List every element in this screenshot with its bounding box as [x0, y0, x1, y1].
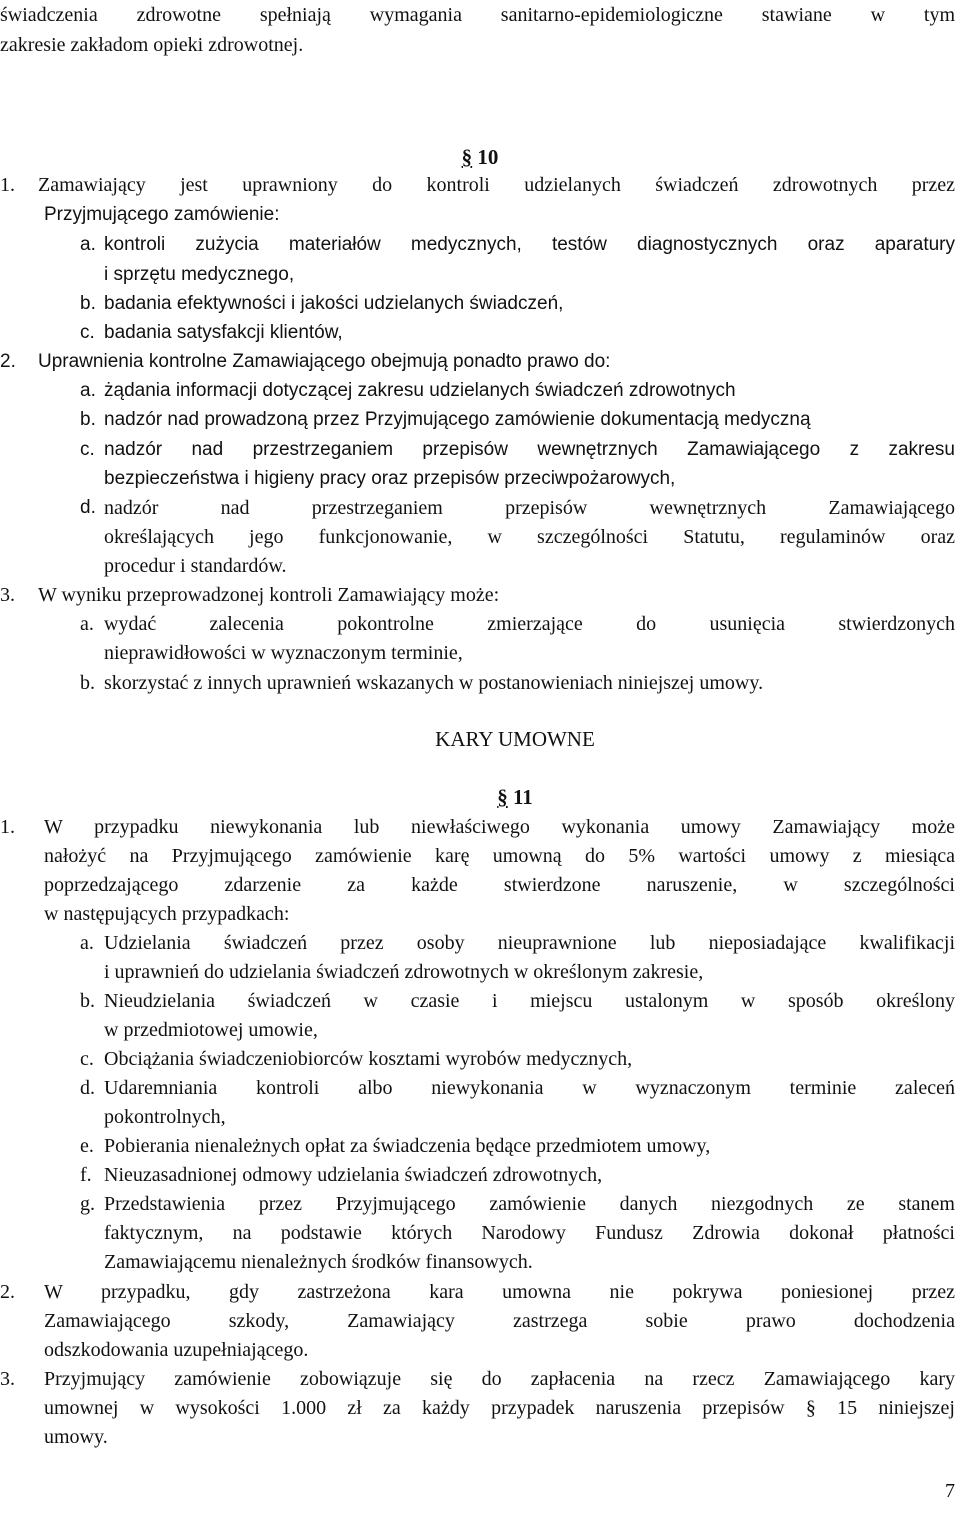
text-line: Uprawnienia kontrolne Zamawiającego obejmują ponadto prawo do: [38, 351, 611, 372]
list-number: 3. [0, 584, 15, 606]
list-letter: a. [80, 380, 96, 401]
list-letter: b. [80, 409, 96, 430]
list-letter: c. [80, 322, 95, 343]
section-number: § 11 [497, 785, 533, 809]
list-letter: c. [80, 439, 95, 460]
text-line: poprzedzającego zdarzenie za każde stwierdzone naruszenie, w szczególności [44, 874, 955, 896]
text-line: W przypadku, gdy zastrzeżona kara umowna nie pokrywa poniesionej przez [44, 1281, 955, 1303]
text-line: i uprawnień do udzielania świadczeń zdrowotnych w określonym zakresie, [104, 961, 704, 983]
text-line: W przypadku niewykonania lub niewłaściwego wykonania umowy Zamawiający może [44, 816, 955, 838]
list-letter: a. [80, 234, 96, 255]
list-letter: g. [80, 1193, 95, 1215]
section-number: § 10 [461, 145, 499, 169]
text-line: Zamawiającego szkody, Zamawiający zastrzega sobie prawo dochodzenia [44, 1310, 955, 1332]
list-letter: b. [80, 990, 95, 1012]
text-line: nadzór nad prowadzoną przez Przyjmującego zamówienie dokumentacją medyczną [104, 409, 811, 430]
text-line: świadczenia zdrowotne spełniają wymagania sanitarno-epidemiologiczne stawiane w tym [0, 4, 955, 26]
text-line: pokontrolnych, [104, 1106, 226, 1128]
page-number: 7 [945, 1480, 955, 1502]
list-letter: a. [80, 932, 94, 954]
text-line: Przyjmującego zamówienie: [44, 204, 280, 225]
text-line: Przyjmujący zamówienie zobowiązuje się do zapłacenia na rzecz Zamawiającego kary [44, 1368, 955, 1390]
text-line: Zamawiający jest uprawniony do kontroli udzielanych świadczeń zdrowotnych przez [38, 174, 955, 196]
list-number: 3. [0, 1368, 15, 1390]
list-number: 2. [0, 351, 16, 372]
text-line: faktycznym, na podstawie których Narodowy Fundusz Zdrowia dokonał płatności [104, 1222, 955, 1244]
list-number: 1. [0, 174, 15, 196]
text-line: badania efektywności i jakości udzielanych świadczeń, [104, 293, 564, 314]
text-line: umownej w wysokości 1.000 zł za każdy przypadek naruszenia przepisów § 15 niniejszej [44, 1397, 955, 1419]
text-line: skorzystać z innych uprawnień wskazanych w postanowieniach niniejszej umowy. [104, 672, 764, 694]
section-heading: KARY UMOWNE [435, 727, 595, 751]
text-line: Udzielania świadczeń przez osoby nieuprawnione lub nieposiadające kwalifikacji [104, 932, 955, 954]
text-line: zakresie zakładom opieki zdrowotnej. [0, 34, 304, 56]
list-letter: b. [80, 672, 95, 694]
text-line: Udaremniania kontroli albo niewykonania w wyznaczonym terminie zaleceń [104, 1077, 955, 1099]
text-line: Pobierania nienależnych opłat za świadczenia będące przedmiotem umowy, [104, 1135, 711, 1157]
text-line: Zamawiającemu nienależnych środków finansowych. [104, 1251, 533, 1273]
list-letter: e. [80, 1135, 94, 1157]
list-letter: d. [80, 1077, 95, 1099]
list-letter: f. [80, 1164, 92, 1186]
list-letter: a. [80, 613, 94, 635]
text-line: nałożyć na Przyjmującego zamówienie karę umowną do 5% wartości umowy z miesiąca [44, 845, 955, 867]
text-line: Nieudzielania świadczeń w czasie i miejscu ustalonym w sposób określony [104, 990, 955, 1012]
list-letter: b. [80, 293, 96, 314]
text-line: umowy. [44, 1426, 108, 1448]
text-line: w następujących przypadkach: [44, 903, 290, 925]
text-line: bezpieczeństwa i higieny pracy oraz przepisów przeciwpożarowych, [104, 468, 676, 489]
text-line: nadzór nad przestrzeganiem przepisów wewnętrznych Zamawiającego [104, 497, 955, 519]
list-number: 1. [0, 816, 15, 838]
text-line: badania satysfakcji klientów, [104, 322, 343, 343]
text-line: określających jego funkcjonowanie, w szczególności Statutu, regulaminów oraz [104, 526, 955, 548]
text-line: Przedstawienia przez Przyjmującego zamówienie danych niezgodnych ze stanem [104, 1193, 955, 1215]
text-line: wydać zalecenia pokontrolne zmierzające do usunięcia stwierdzonych [104, 613, 955, 635]
text-line: w przedmiotowej umowie, [104, 1019, 318, 1041]
text-line: odszkodowania uzupełniającego. [44, 1339, 309, 1361]
text-line: i sprzętu medycznego, [104, 264, 295, 285]
text-line: nieprawidłowości w wyznaczonym terminie, [104, 642, 463, 664]
text-line: kontroli zużycia materiałów medycznych, testów diagnostycznych oraz aparatury [104, 234, 955, 255]
text-line: procedur i standardów. [104, 555, 287, 577]
list-number: 2. [0, 1281, 15, 1303]
text-line: W wyniku przeprowadzonej kontroli Zamawiający może: [38, 584, 500, 606]
list-letter: c. [80, 1048, 94, 1070]
text-line: nadzór nad przestrzeganiem przepisów wewnętrznych Zamawiającego z zakresu [104, 439, 955, 460]
text-line: Nieuzasadnionej odmowy udzielania świadczeń zdrowotnych, [104, 1164, 603, 1186]
text-line: Obciążania świadczeniobiorców kosztami wyrobów medycznych, [104, 1048, 633, 1070]
text-line: żądania informacji dotyczącej zakresu udzielanych świadczeń zdrowotnych [104, 380, 736, 401]
list-letter: d. [80, 497, 96, 518]
